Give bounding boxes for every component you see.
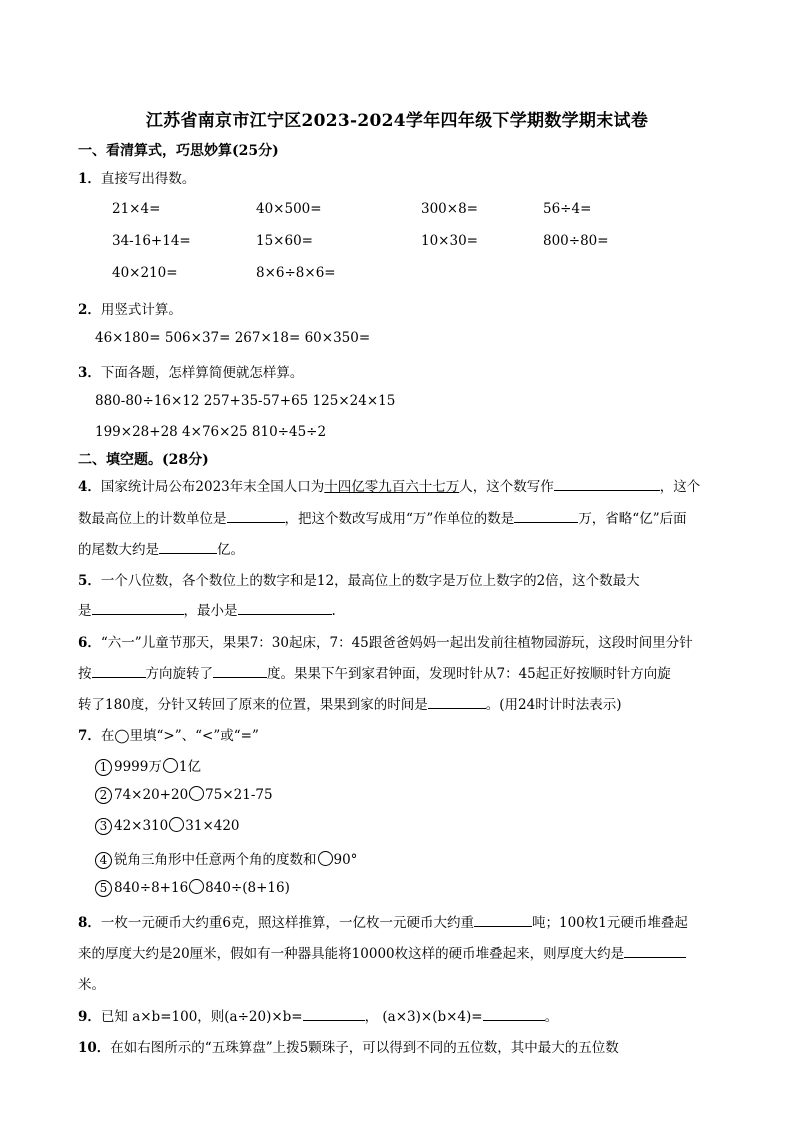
q6-text: 按 (78, 666, 92, 682)
q1-item: 21×4= (112, 201, 161, 217)
exam-title: 江苏省南京市江宁区2023-2024学年四年级下学期数学期末试卷 (145, 111, 649, 131)
q1-item: 40×500= (256, 201, 322, 217)
question-4-line-1 (78, 475, 700, 495)
comparison-circle[interactable] (189, 786, 204, 801)
question-3-text: 下面各题，怎样算简便就怎样算。 (100, 365, 304, 381)
q8-text: 吨；100枚1元硬币堆叠起 (532, 915, 688, 931)
question-4-number: 4． (78, 479, 101, 495)
q1-item: 15×60= (256, 233, 313, 249)
q3-expressions-line-1: 880-80÷16×12 257+35-57+65 125×24×15 (95, 393, 396, 409)
q8-text: 来的厚度大约是20厘米，假如有一种器具能将10000枚这样的硬币堆叠起来，则厚度大约是 (78, 946, 625, 962)
q9-text: 已知 a×b=100，则(a÷20)×b= (100, 1009, 303, 1025)
q7-item (95, 755, 201, 776)
circled-number: 3 (95, 818, 112, 835)
q8-text: 一枚一元硬币大约重6克，照这样推算，一亿枚一元硬币大约重 (100, 915, 474, 931)
q5-text: 一个八位数，各个数位上的数字和是12，最高位上的数字是万位上数字的2倍，这个数最大 (100, 573, 640, 589)
q4-text: 人，这个数写作 (459, 479, 554, 495)
q7-right: 840÷(8+16) (205, 880, 290, 896)
question-3 (78, 361, 303, 381)
q4-text: 的尾数大约是 (78, 542, 159, 558)
answer-blank[interactable] (303, 1006, 365, 1021)
question-5-number: 5． (78, 573, 101, 589)
question-6-number: 6． (78, 635, 101, 651)
question-5-line-1 (78, 569, 640, 589)
q4-text: 亿。 (217, 542, 244, 558)
q7-item (95, 848, 357, 869)
q6-text: 方向旋转了 (145, 666, 213, 682)
answer-blank[interactable] (227, 508, 285, 523)
q4-text: 国家统计局公布2023年末全国人口为 (100, 479, 325, 495)
question-1-number: 1． (78, 171, 101, 187)
question-7 (78, 724, 259, 744)
question-8-line-3: 米。 (78, 977, 105, 993)
question-9-number: 9． (78, 1009, 101, 1025)
question-8-number: 8． (78, 915, 101, 931)
answer-blank[interactable] (483, 1006, 545, 1021)
question-10 (78, 1036, 619, 1056)
q7-left: 9999万 (114, 759, 162, 775)
question-8-line-2 (78, 942, 686, 962)
q6-text: “六一”儿童节那天，果果7：30起床，7：45跟爸爸妈妈一起出发前往植物园游玩，这段时间里分针 (100, 635, 693, 651)
circled-number: 1 (95, 759, 112, 776)
answer-blank[interactable] (428, 694, 486, 709)
q6-text: 。(用24时计时法表示) (485, 697, 622, 713)
q7-right: 31×420 (185, 818, 240, 834)
q9-text: ， (a×3)×(b×4)= (364, 1009, 483, 1025)
question-6-line-2 (78, 662, 671, 682)
q1-item: 300×8= (421, 201, 478, 217)
question-4-line-3 (78, 538, 244, 558)
answer-blank[interactable] (554, 476, 660, 491)
q6-text: 转了180度，分针又转回了原来的位置，果果到家的时间是 (78, 697, 428, 713)
q4-text: ，把这个数改写成用“万”作单位的数是 (284, 511, 515, 527)
q7-left: 锐角三角形中任意两个角的度数和 (114, 852, 317, 868)
q3-expressions-line-2: 199×28+28 4×76×25 810÷45÷2 (95, 424, 327, 440)
q7-left: 74×20+20 (114, 787, 189, 803)
question-2-number: 2． (78, 302, 101, 318)
q1-item: 40×210= (112, 265, 178, 281)
q7-left: 840÷8+16 (114, 880, 189, 896)
answer-blank[interactable] (213, 663, 267, 678)
circled-number: 5 (95, 880, 112, 897)
q5-text: 是 (78, 603, 92, 619)
q2-expressions: 46×180= 506×37= 267×18= 60×350= (95, 330, 371, 346)
answer-blank[interactable] (624, 943, 686, 958)
q7-text: 在◯里填“>”、“<”或“=” (100, 728, 259, 744)
q4-text: 万，省略“亿”后面 (578, 511, 687, 527)
q10-text: 在如右图所示的“五珠算盘”上拨5颗珠子，可以得到不同的五位数，其中最大的五位数 (110, 1040, 619, 1056)
q5-text: . (331, 603, 336, 619)
answer-blank[interactable] (238, 600, 332, 615)
answer-blank[interactable] (92, 600, 184, 615)
answer-blank[interactable] (159, 539, 217, 554)
question-4-line-2 (78, 507, 687, 527)
question-3-number: 3． (78, 365, 101, 381)
section-1-heading: 一、看清算式，巧思妙算(25分) (78, 143, 279, 159)
question-6-line-3 (78, 693, 622, 713)
question-8-line-1 (78, 911, 688, 931)
comparison-circle[interactable] (163, 758, 178, 773)
q1-item: 10×30= (421, 233, 478, 249)
q4-underlined-number: 十四亿零九百六十七万 (324, 479, 460, 495)
q7-item (95, 817, 240, 835)
question-2-text: 用竖式计算。 (100, 302, 182, 318)
q7-right: 90° (333, 852, 358, 868)
comparison-circle[interactable] (189, 879, 204, 894)
question-5-line-2 (78, 599, 336, 619)
q5-text: ，最小是 (183, 603, 238, 619)
q7-left: 42×310 (114, 818, 169, 834)
question-2 (78, 298, 182, 318)
q1-item: 56÷4= (543, 201, 592, 217)
q7-item (95, 879, 290, 897)
question-7-number: 7． (78, 728, 101, 744)
question-10-number: 10． (78, 1040, 111, 1056)
question-1 (78, 167, 195, 187)
answer-blank[interactable] (514, 508, 578, 523)
question-6-line-1 (78, 631, 693, 651)
section-2-heading: 二、填空题。(28分) (78, 452, 209, 468)
question-9 (78, 1005, 558, 1025)
q4-text: ，这个 (659, 479, 701, 495)
q1-item: 800÷80= (543, 233, 609, 249)
comparison-circle[interactable] (318, 851, 333, 866)
comparison-circle[interactable] (169, 817, 184, 832)
q1-item: 8×6÷8×6= (256, 265, 336, 281)
question-1-text: 直接写出得数。 (100, 171, 196, 187)
q7-right: 1亿 (178, 759, 201, 775)
q1-item: 34-16+14= (112, 233, 191, 249)
answer-blank[interactable] (474, 912, 532, 927)
q7-right: 75×21-75 (205, 787, 273, 803)
circled-number: 2 (95, 787, 112, 804)
q4-text: 数最高位上的计数单位是 (78, 511, 227, 527)
answer-blank[interactable] (92, 663, 146, 678)
q7-item (95, 786, 273, 804)
circled-number: 4 (95, 852, 112, 869)
q6-text: 度。果果下午到家君钟面，发现时针从7：45起正好按顺时针方向旋 (267, 666, 671, 682)
q9-text: 。 (544, 1009, 559, 1025)
